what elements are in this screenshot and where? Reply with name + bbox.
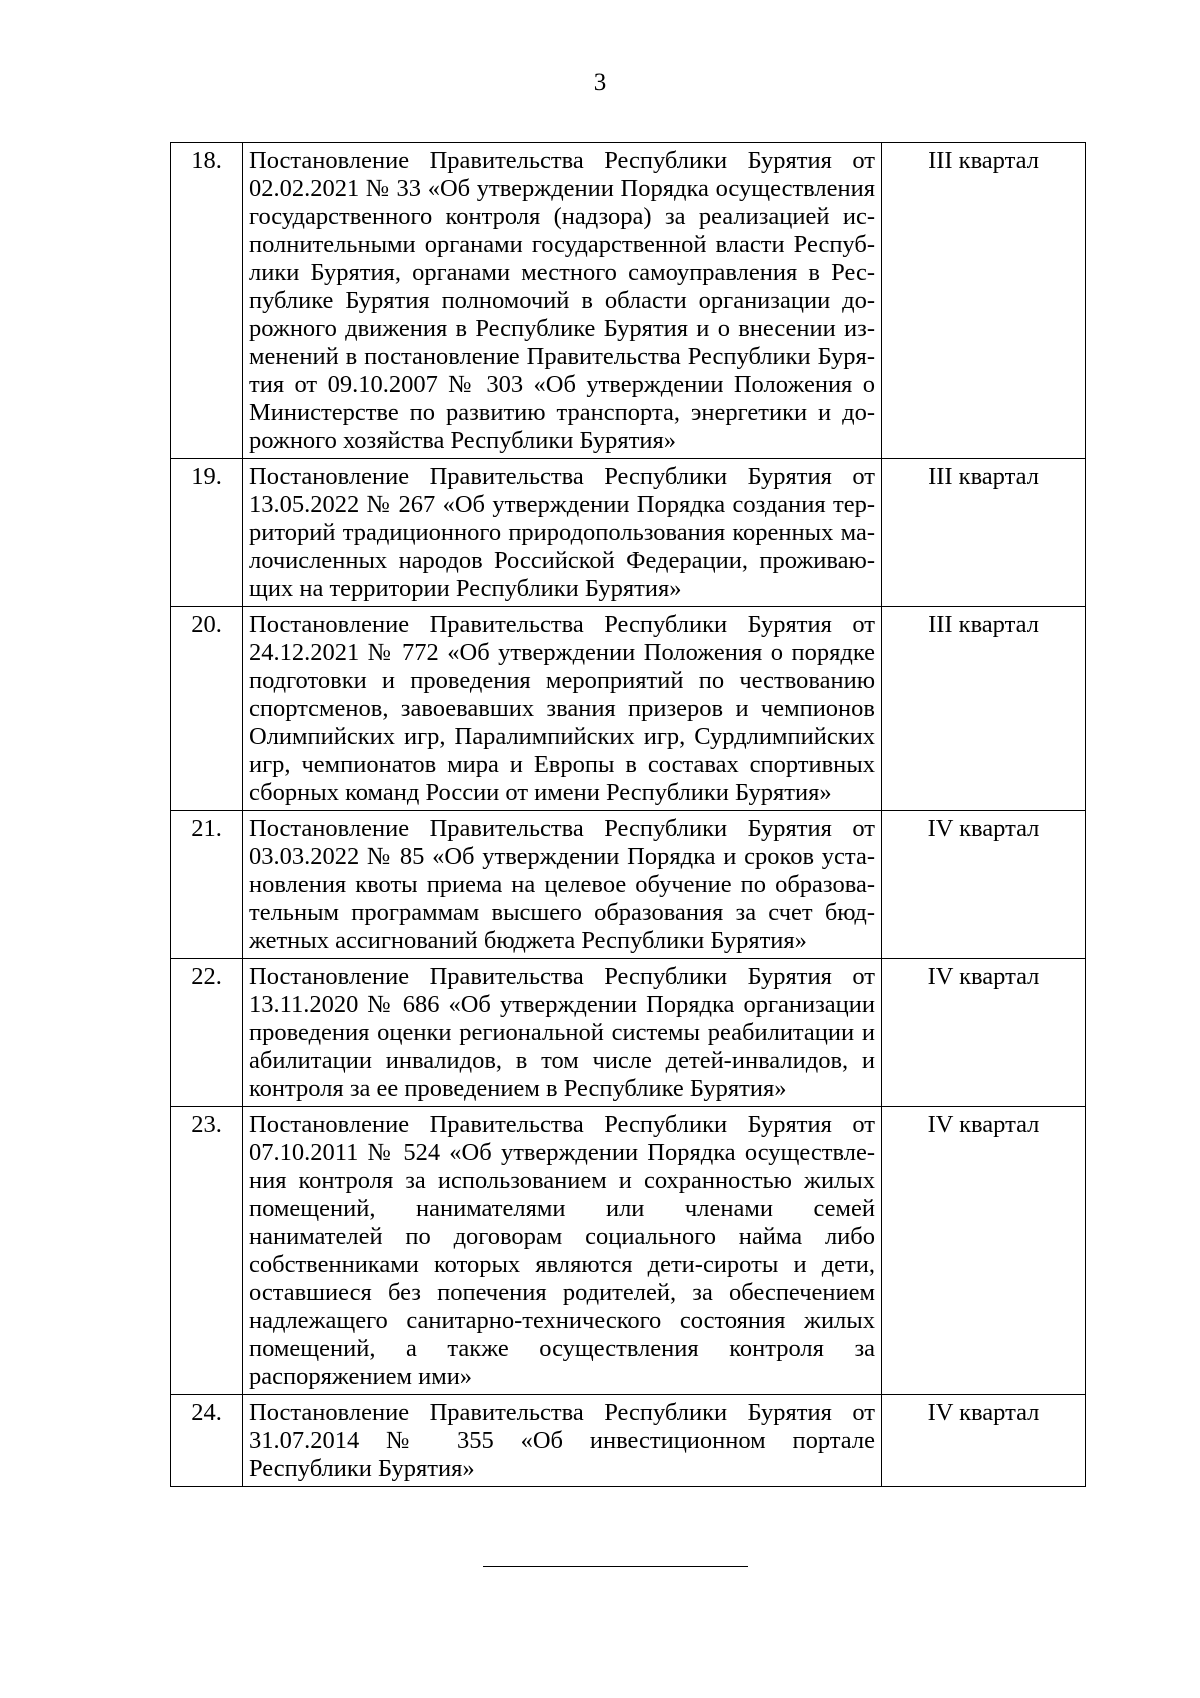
document-title: Постановление Правительства Республики Бурятия от 07.10.2011 № 524 «Об утверждении Порядка осуществления контроля за использованием и сохранностью жилых помещений, нанимателями или членами семей нанимателей по договорам социального найма либо собственниками которых являются дети-сироты и дети, оставшиеся без попечения родителей, за обеспечением надлежащего санитарно-технического состояния жилых помещений, а также осуществления контроля за распоряжением ими» [243, 1107, 882, 1395]
table-row [171, 143, 1086, 459]
end-of-document-divider [483, 1566, 748, 1567]
deadline-quarter: III квартал [882, 459, 1086, 607]
row-number: 24. [171, 1395, 243, 1487]
table-row [171, 1107, 1086, 1395]
row-number: 22. [171, 959, 243, 1107]
document-title: Постановление Правительства Республики Бурятия от 24.12.2021 № 772 «Об утверждении Положения о порядке подготовки и проведения мероприятий по чествованию спортсменов, завоевавших звания призеров и чемпионов Олимпийских игр, Паралимпийских игр, Сурдлимпийских игр, чемпионатов мира и Европы в составах спортивных сборных команд России от имени Республики Бурятия» [243, 607, 882, 811]
deadline-quarter: IV квартал [882, 959, 1086, 1107]
table-row [171, 1395, 1086, 1487]
deadline-quarter: IV квартал [882, 1107, 1086, 1395]
row-number: 20. [171, 607, 243, 811]
table-row [171, 607, 1086, 811]
document-title: Постановление Правительства Республики Бурятия от 31.07.2014 № 355 «Об инвестиционном портале Республики Бурятия» [243, 1395, 882, 1487]
document-title: Постановление Правительства Республики Бурятия от 03.03.2022 № 85 «Об утверждении Порядка и сроков установления квоты приема на целевое обучение по образовательным программам высшего образования за счет бюджетных ассигнований бюджета Республики Бурятия» [243, 811, 882, 959]
row-number: 18. [171, 143, 243, 459]
document-title: Постановление Правительства Республики Бурятия от 02.02.2021 № 33 «Об утверждении Порядка осуществления государственного контроля (надзора) за реализацией исполнительными органами государственной власти Республики Бурятия, органами местного самоуправления в Республике Бурятия полномочий в области организации дорожного движения в Республике Бурятия и о внесении изменений в постановление Правительства Республики Бурятия от 09.10.2007 № 303 «Об утверждении Положения о Министерстве по развитию транспорта, энергетики и дорожного хозяйства Республики Бурятия» [243, 143, 882, 459]
plan-table [170, 142, 1086, 1487]
deadline-quarter: III квартал [882, 607, 1086, 811]
table-row [171, 811, 1086, 959]
page-number: 3 [593, 69, 607, 96]
document-title: Постановление Правительства Республики Бурятия от 13.05.2022 № 267 «Об утверждении Порядка создания территорий традиционного природопользования коренных малочисленных народов Российской Федерации, проживающих на территории Республики Бурятия» [243, 459, 882, 607]
table-row [171, 959, 1086, 1107]
row-number: 21. [171, 811, 243, 959]
deadline-quarter: IV квартал [882, 811, 1086, 959]
deadline-quarter: III квартал [882, 143, 1086, 459]
row-number: 23. [171, 1107, 243, 1395]
table-row [171, 459, 1086, 607]
row-number: 19. [171, 459, 243, 607]
document-title: Постановление Правительства Республики Бурятия от 13.11.2020 № 686 «Об утверждении Порядка организации проведения оценки региональной системы реабилитации и абилитации инвалидов, в том числе детей-инвалидов, и контроля за ее проведением в Республике Бурятия» [243, 959, 882, 1107]
deadline-quarter: IV квартал [882, 1395, 1086, 1487]
